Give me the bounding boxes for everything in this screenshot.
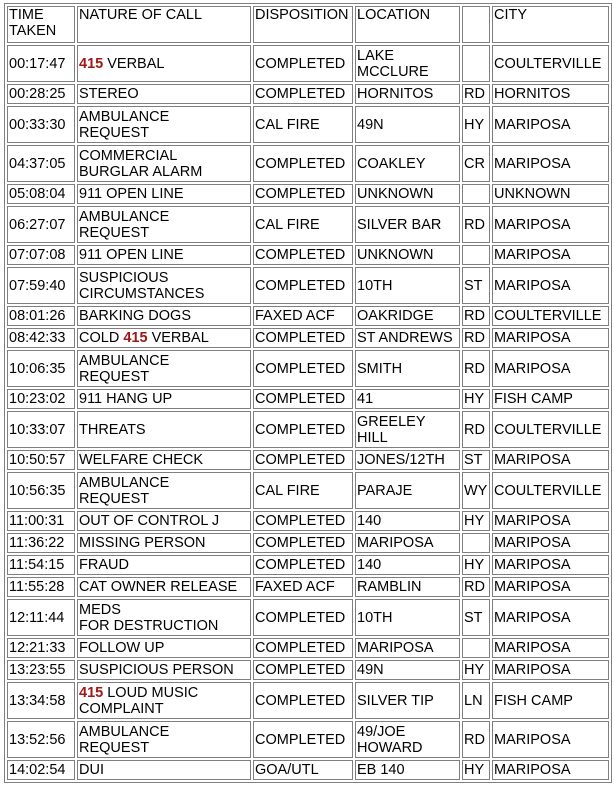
cell-location (355, 682, 460, 719)
cell-street-suffix: RD (462, 84, 490, 104)
cell-city: MARIPOSA (492, 450, 609, 470)
nature-text: SUSPICIOUS (79, 269, 169, 286)
location-text: 49N (357, 662, 384, 678)
cell-street-suffix (462, 533, 490, 553)
cell-disposition: COMPLETED (253, 599, 353, 636)
location-text: 49/JOE (357, 723, 406, 740)
cell-nature (77, 306, 251, 326)
table-row (7, 721, 609, 758)
cell-time: 00:17:47 (7, 45, 75, 82)
location-text: MCCLURE (357, 63, 429, 80)
cell-location (355, 184, 460, 204)
cell-nature (77, 389, 251, 409)
cell-city: UNKNOWN (492, 184, 609, 204)
table-row (7, 328, 609, 348)
table-row (7, 45, 609, 82)
location-text: SILVER BAR (357, 216, 442, 233)
cell-street-suffix: RD (462, 306, 490, 326)
cell-disposition: CAL FIRE (253, 472, 353, 509)
cell-nature (77, 682, 251, 719)
nature-text: VERBAL (107, 55, 165, 72)
table-row (7, 450, 609, 470)
cell-disposition: COMPLETED (253, 145, 353, 182)
location-text: UNKNOWN (357, 186, 434, 202)
header-disposition: DISPOSITION (253, 6, 353, 43)
cell-disposition: FAXED ACF (253, 577, 353, 597)
cell-city: COULTERVILLE (492, 306, 609, 326)
call-log-wrapper (4, 3, 612, 783)
cell-street-suffix: RD (462, 206, 490, 243)
nature-text: AMBULANCE (79, 723, 170, 740)
nature-text: 911 HANG UP (79, 391, 173, 407)
cell-street-suffix: HY (462, 389, 490, 409)
cell-location (355, 350, 460, 387)
nature-text: SUSPICIOUS PERSON (79, 662, 234, 678)
nature-text: WELFARE CHECK (79, 452, 204, 468)
cell-street-suffix: RD (462, 577, 490, 597)
location-text: 10TH (357, 609, 393, 626)
nature-text: FRAUD (79, 557, 129, 573)
nature-text: 911 OPEN LINE (79, 247, 184, 263)
cell-location (355, 555, 460, 575)
header-time: TIME TAKEN (7, 6, 75, 43)
cell-location (355, 577, 460, 597)
table-row (7, 682, 609, 719)
cell-time: 11:54:15 (7, 555, 75, 575)
cell-time: 12:21:33 (7, 638, 75, 658)
cell-disposition: COMPLETED (253, 184, 353, 204)
cell-location (355, 411, 460, 448)
cell-city: MARIPOSA (492, 145, 609, 182)
cell-disposition: COMPLETED (253, 84, 353, 104)
cell-city: COULTERVILLE (492, 45, 609, 82)
nature-text: OUT OF CONTROL J (79, 513, 220, 529)
cell-time: 00:28:25 (7, 84, 75, 104)
call-log-body (7, 45, 609, 780)
cell-street-suffix: RD (462, 328, 490, 348)
cell-street-suffix: RD (462, 350, 490, 387)
nature-text: AMBULANCE (79, 352, 170, 369)
cell-time: 04:37:05 (7, 145, 75, 182)
cell-time: 13:23:55 (7, 660, 75, 680)
cell-city: COULTERVILLE (492, 472, 609, 509)
call-log-table (4, 3, 612, 783)
cell-location (355, 450, 460, 470)
cell-disposition: COMPLETED (253, 450, 353, 470)
cell-city: MARIPOSA (492, 106, 609, 143)
cell-location (355, 760, 460, 780)
cell-location (355, 106, 460, 143)
cell-nature (77, 660, 251, 680)
cell-nature (77, 511, 251, 531)
location-text: OAKRIDGE (357, 308, 434, 324)
cell-time: 08:01:26 (7, 306, 75, 326)
header-city: CITY (492, 6, 609, 43)
cell-nature (77, 760, 251, 780)
location-text: MARIPOSA (357, 640, 434, 656)
header-row (7, 6, 609, 43)
nature-text: THREATS (79, 421, 146, 438)
nature-text: FOR DESTRUCTION (79, 617, 219, 634)
nature-text: 911 OPEN LINE (79, 186, 184, 202)
cell-disposition: COMPLETED (253, 660, 353, 680)
nature-text: VERBAL (151, 330, 209, 346)
cell-nature (77, 267, 251, 304)
location-text: HILL (357, 429, 388, 446)
cell-time: 14:02:54 (7, 760, 75, 780)
nature-text: REQUEST (79, 739, 150, 756)
cell-time: 12:11:44 (7, 599, 75, 636)
cell-location (355, 472, 460, 509)
cell-street-suffix: HY (462, 660, 490, 680)
cell-street-suffix: ST (462, 599, 490, 636)
nature-text: MISSING PERSON (79, 535, 206, 551)
cell-street-suffix: WY (462, 472, 490, 509)
cell-city: MARIPOSA (492, 511, 609, 531)
nature-text: REQUEST (79, 224, 150, 241)
cell-location (355, 721, 460, 758)
cell-street-suffix: ST (462, 450, 490, 470)
cell-nature (77, 145, 251, 182)
nature-text: AMBULANCE (79, 208, 170, 225)
nature-text: BURGLAR ALARM (79, 163, 203, 180)
cell-disposition: CAL FIRE (253, 206, 353, 243)
location-text: SILVER TIP (357, 692, 434, 709)
cell-nature (77, 577, 251, 597)
table-row (7, 206, 609, 243)
location-text: GREELEY (357, 413, 426, 430)
cell-street-suffix: HY (462, 106, 490, 143)
table-row (7, 760, 609, 780)
table-row (7, 511, 609, 531)
header-nature: NATURE OF CALL (77, 6, 251, 43)
cell-time: 11:36:22 (7, 533, 75, 553)
nature-prefix: COLD (79, 330, 120, 346)
table-row (7, 106, 609, 143)
cell-time: 10:06:35 (7, 350, 75, 387)
table-row (7, 638, 609, 658)
location-text: COAKLEY (357, 155, 426, 172)
cell-location (355, 511, 460, 531)
nature-text: AMBULANCE (79, 108, 170, 125)
cell-street-suffix: RD (462, 721, 490, 758)
cell-location (355, 389, 460, 409)
cell-disposition: COMPLETED (253, 328, 353, 348)
penal-code-label: 415 (79, 55, 104, 72)
nature-text: MEDS (79, 601, 121, 618)
cell-location (355, 306, 460, 326)
cell-city: MARIPOSA (492, 245, 609, 265)
table-row (7, 577, 609, 597)
cell-location (355, 206, 460, 243)
cell-nature (77, 472, 251, 509)
cell-disposition: COMPLETED (253, 350, 353, 387)
cell-city: MARIPOSA (492, 267, 609, 304)
location-text: 140 (357, 513, 382, 529)
cell-city: COULTERVILLE (492, 411, 609, 448)
cell-street-suffix: HY (462, 555, 490, 575)
location-text: JONES/12TH (357, 452, 445, 468)
cell-time: 11:55:28 (7, 577, 75, 597)
table-row (7, 306, 609, 326)
cell-nature (77, 328, 251, 348)
table-row (7, 411, 609, 448)
table-row (7, 145, 609, 182)
table-row (7, 533, 609, 553)
cell-city: MARIPOSA (492, 599, 609, 636)
cell-disposition: COMPLETED (253, 245, 353, 265)
cell-nature (77, 106, 251, 143)
table-row (7, 599, 609, 636)
header-location: LOCATION (355, 6, 460, 43)
cell-city: MARIPOSA (492, 206, 609, 243)
cell-street-suffix: ST (462, 267, 490, 304)
cell-disposition: COMPLETED (253, 389, 353, 409)
cell-time: 06:27:07 (7, 206, 75, 243)
nature-text: COMMERCIAL (79, 147, 178, 164)
table-row (7, 184, 609, 204)
nature-text: BARKING DOGS (79, 308, 191, 324)
nature-text: REQUEST (79, 124, 150, 141)
cell-nature (77, 184, 251, 204)
cell-city: MARIPOSA (492, 328, 609, 348)
cell-time: 11:00:31 (7, 511, 75, 531)
cell-street-suffix: HY (462, 760, 490, 780)
cell-city: MARIPOSA (492, 660, 609, 680)
cell-time: 00:33:30 (7, 106, 75, 143)
cell-street-suffix: CR (462, 145, 490, 182)
cell-location (355, 638, 460, 658)
cell-city: MARIPOSA (492, 721, 609, 758)
cell-nature (77, 555, 251, 575)
nature-text: LOUD MUSIC (107, 684, 199, 701)
location-text: 49N (357, 116, 384, 133)
cell-city: FISH CAMP (492, 389, 609, 409)
table-row (7, 350, 609, 387)
cell-nature (77, 84, 251, 104)
cell-location (355, 245, 460, 265)
table-row (7, 555, 609, 575)
cell-disposition: COMPLETED (253, 45, 353, 82)
cell-disposition: CAL FIRE (253, 106, 353, 143)
table-row (7, 267, 609, 304)
cell-nature (77, 245, 251, 265)
table-row (7, 84, 609, 104)
cell-location (355, 328, 460, 348)
nature-text: CAT OWNER RELEASE (79, 579, 238, 595)
cell-city: MARIPOSA (492, 638, 609, 658)
nature-text: REQUEST (79, 490, 150, 507)
cell-city: MARIPOSA (492, 555, 609, 575)
penal-code-label: 415 (79, 684, 104, 701)
location-text: 10TH (357, 277, 393, 294)
cell-location (355, 599, 460, 636)
location-text: SMITH (357, 360, 403, 377)
nature-text: CIRCUMSTANCES (79, 285, 205, 302)
penal-code-label: 415 (123, 330, 148, 346)
cell-time: 10:33:07 (7, 411, 75, 448)
location-text: 140 (357, 557, 382, 573)
cell-city: MARIPOSA (492, 577, 609, 597)
location-text: 41 (357, 391, 374, 407)
cell-time: 13:52:56 (7, 721, 75, 758)
cell-nature (77, 533, 251, 553)
table-row (7, 245, 609, 265)
table-row (7, 660, 609, 680)
cell-city: MARIPOSA (492, 760, 609, 780)
location-text: EB 140 (357, 762, 405, 778)
nature-text: COMPLAINT (79, 700, 164, 717)
cell-disposition: COMPLETED (253, 267, 353, 304)
cell-location (355, 84, 460, 104)
nature-text: REQUEST (79, 368, 150, 385)
cell-disposition: COMPLETED (253, 721, 353, 758)
nature-text: DUI (79, 762, 104, 778)
cell-disposition: COMPLETED (253, 638, 353, 658)
cell-street-suffix: RD (462, 411, 490, 448)
header-suffix (462, 6, 490, 43)
cell-city: MARIPOSA (492, 533, 609, 553)
cell-location (355, 145, 460, 182)
cell-time: 10:23:02 (7, 389, 75, 409)
nature-text: STEREO (79, 86, 139, 102)
location-text: UNKNOWN (357, 247, 434, 263)
cell-city: HORNITOS (492, 84, 609, 104)
cell-nature (77, 411, 251, 448)
location-text: LAKE (357, 47, 395, 64)
cell-street-suffix (462, 245, 490, 265)
cell-disposition: COMPLETED (253, 511, 353, 531)
cell-street-suffix: HY (462, 511, 490, 531)
location-text: MARIPOSA (357, 535, 434, 551)
location-text: RAMBLIN (357, 579, 422, 595)
table-row (7, 472, 609, 509)
cell-location (355, 533, 460, 553)
cell-location (355, 267, 460, 304)
cell-street-suffix (462, 45, 490, 82)
cell-nature (77, 721, 251, 758)
location-text: HORNITOS (357, 86, 434, 102)
location-text: ST ANDREWS (357, 330, 453, 346)
nature-text: FOLLOW UP (79, 640, 165, 656)
cell-time: 08:42:33 (7, 328, 75, 348)
location-text: PARAJE (357, 482, 413, 499)
cell-disposition: COMPLETED (253, 682, 353, 719)
cell-street-suffix: LN (462, 682, 490, 719)
cell-time: 07:59:40 (7, 267, 75, 304)
cell-nature (77, 45, 251, 82)
nature-text: AMBULANCE (79, 474, 170, 491)
cell-location (355, 45, 460, 82)
cell-location (355, 660, 460, 680)
cell-time: 10:50:57 (7, 450, 75, 470)
cell-nature (77, 638, 251, 658)
cell-nature (77, 599, 251, 636)
cell-time: 13:34:58 (7, 682, 75, 719)
cell-nature (77, 450, 251, 470)
cell-disposition: COMPLETED (253, 411, 353, 448)
cell-disposition: GOA/UTL (253, 760, 353, 780)
cell-street-suffix (462, 184, 490, 204)
cell-nature (77, 350, 251, 387)
cell-disposition: COMPLETED (253, 555, 353, 575)
location-text: HOWARD (357, 739, 423, 756)
cell-disposition: FAXED ACF (253, 306, 353, 326)
cell-time: 05:08:04 (7, 184, 75, 204)
cell-city: FISH CAMP (492, 682, 609, 719)
cell-nature (77, 206, 251, 243)
cell-city: MARIPOSA (492, 350, 609, 387)
table-row (7, 389, 609, 409)
cell-time: 07:07:08 (7, 245, 75, 265)
cell-time: 10:56:35 (7, 472, 75, 509)
cell-street-suffix (462, 638, 490, 658)
cell-disposition: COMPLETED (253, 533, 353, 553)
